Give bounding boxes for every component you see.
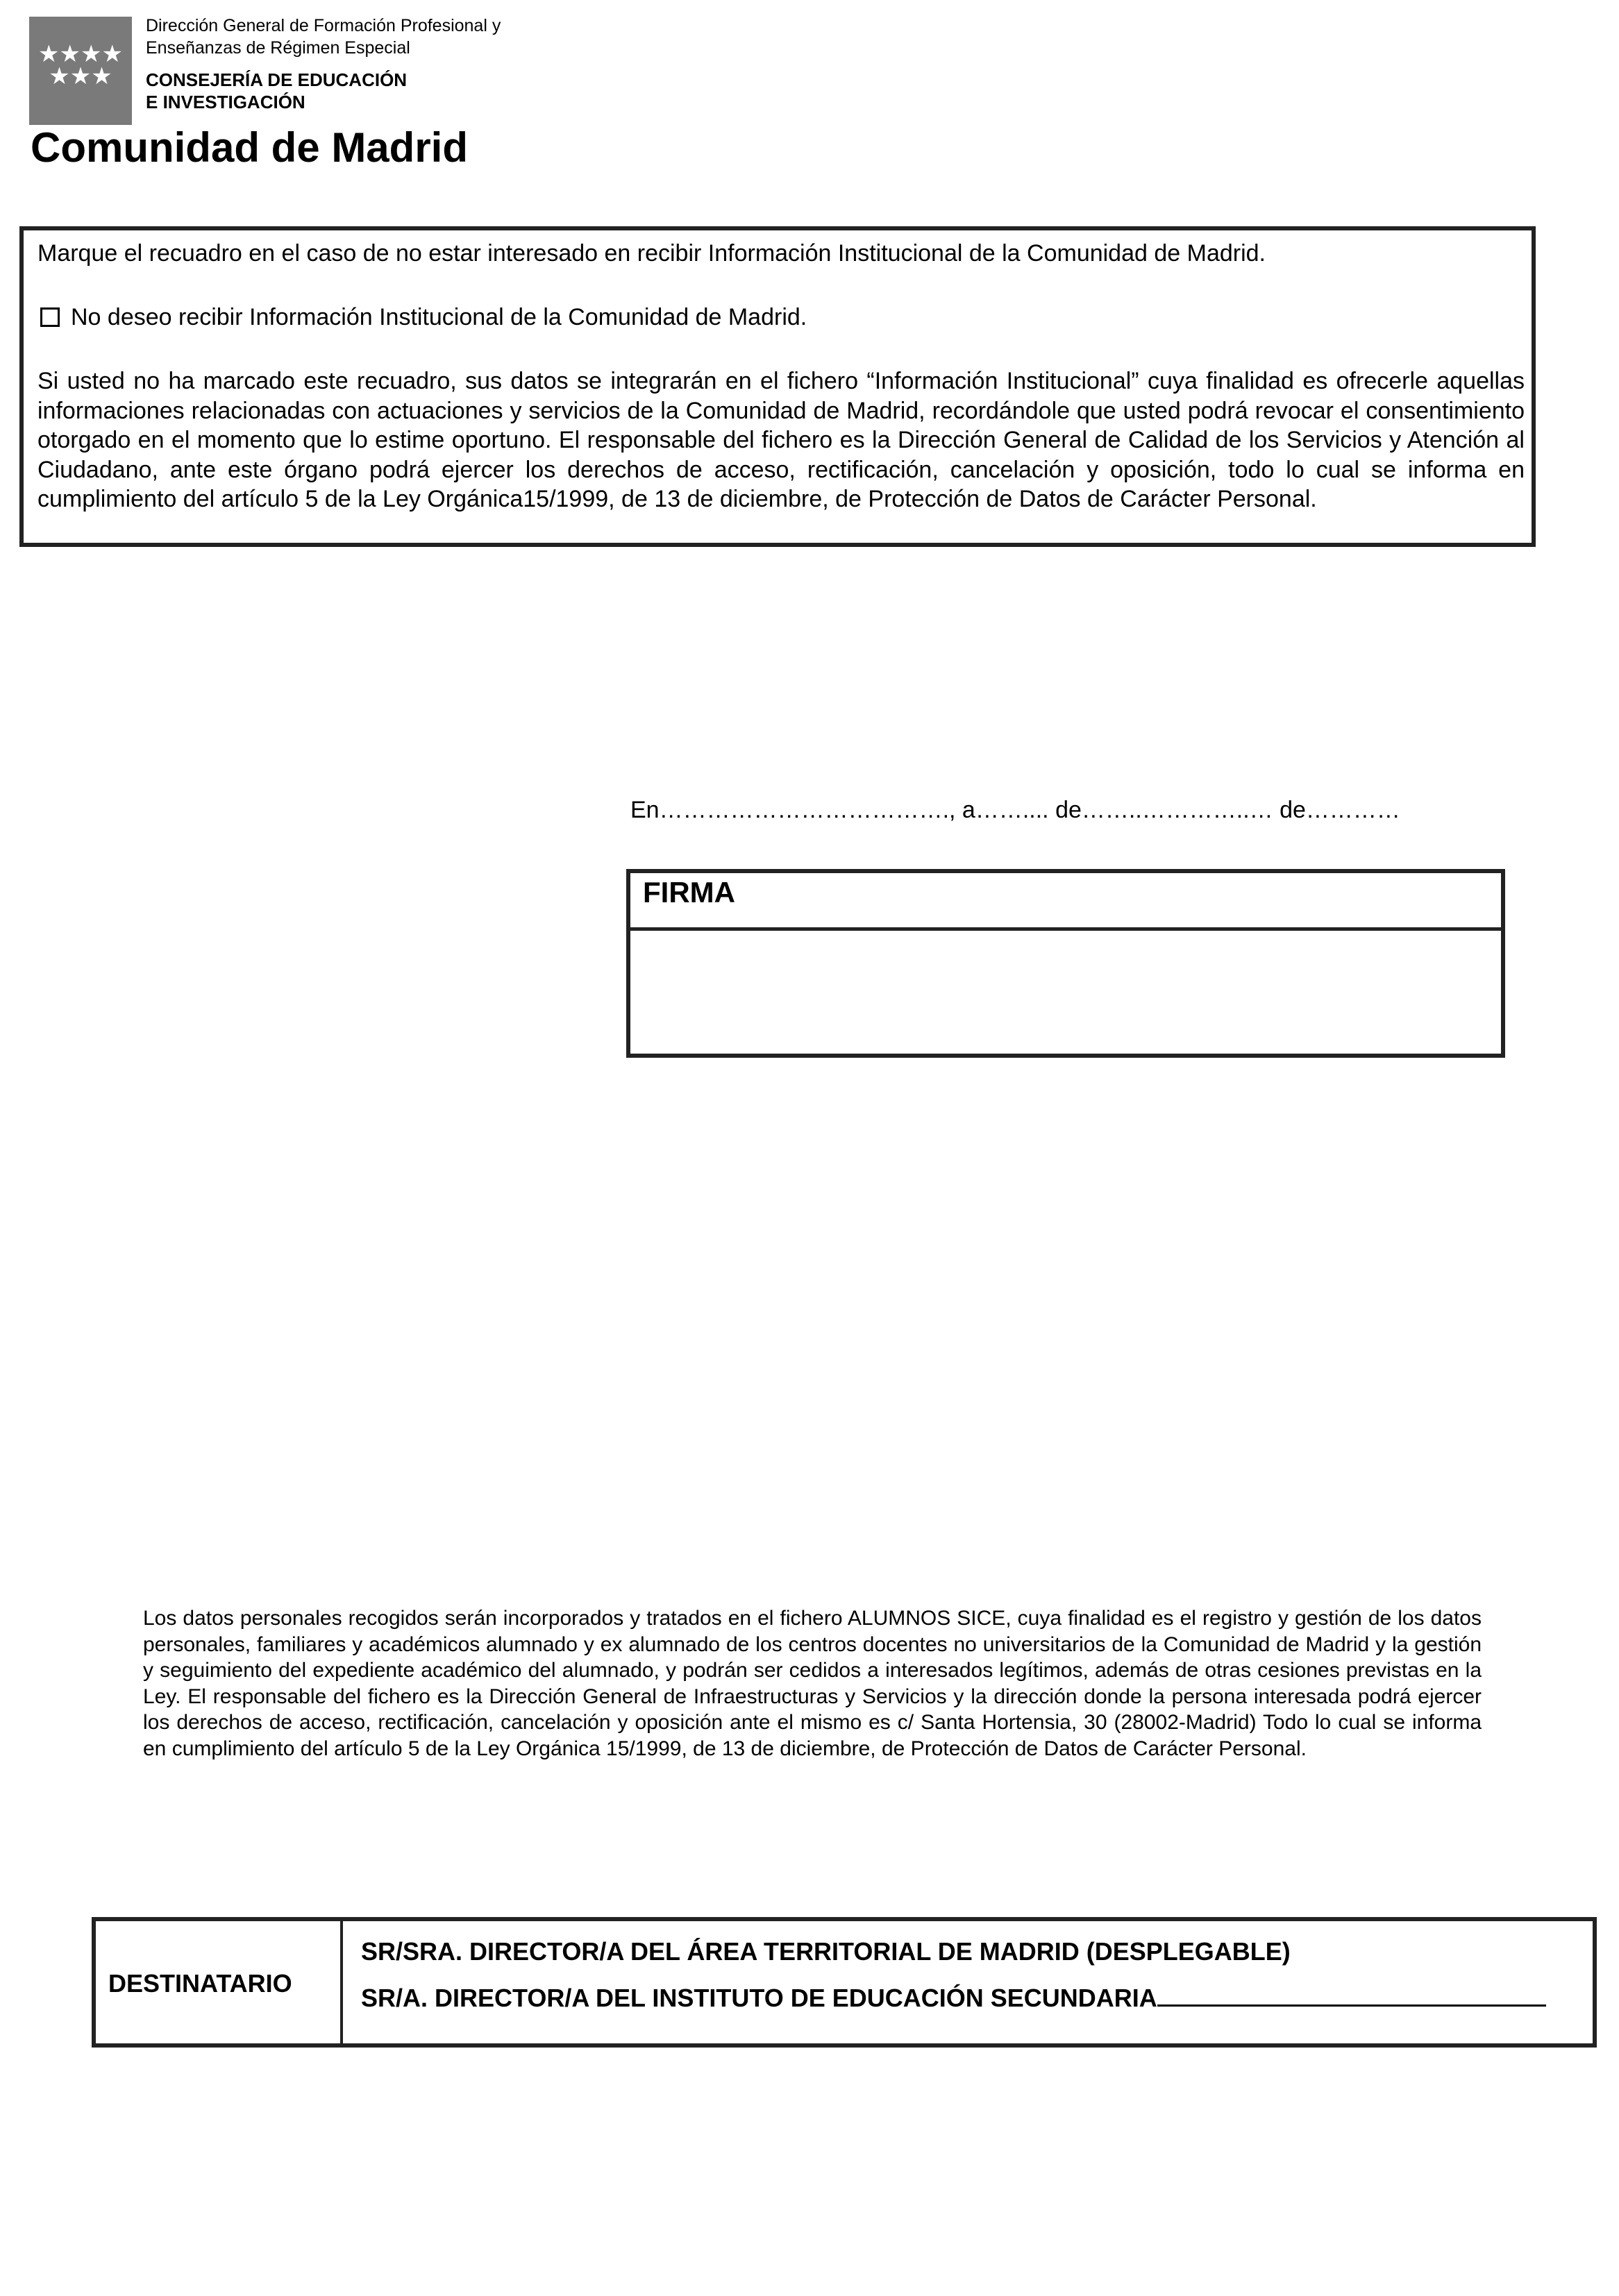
stars-icon: ★★★★ ★★★	[38, 40, 123, 90]
destinatario-option-instituto-label: SR/A. DIRECTOR/A DEL INSTITUTO DE EDUCACIÓN SECUNDARIA	[361, 1984, 1157, 2012]
madrid-logo	[29, 17, 132, 125]
signature-label: FIRMA	[643, 876, 735, 909]
destinatario-option-instituto[interactable]	[361, 1983, 1546, 2014]
header-line3: CONSEJERÍA DE EDUCACIÓN	[146, 69, 408, 90]
signature-box[interactable]	[626, 869, 1505, 1058]
opt-out-checkbox[interactable]	[40, 307, 60, 327]
opt-out-label: No deseo recibir Información Institucional de la Comunidad de Madrid.	[71, 304, 807, 330]
brand-title: Comunidad de Madrid	[31, 124, 468, 171]
opt-out-row	[37, 303, 807, 332]
destinatario-divider	[340, 1917, 343, 2048]
signature-divider	[626, 927, 1505, 931]
header-line1: Dirección General de Formación Profesional y	[146, 16, 501, 35]
destinatario-option-area[interactable]: SR/SRA. DIRECTOR/A DEL ÁREA TERRITORIAL DE MADRID (DESPLEGABLE)	[361, 1937, 1291, 1966]
destinatario-label: DESTINATARIO	[108, 1969, 292, 1998]
privacy-notice: Los datos personales recogidos serán incorporados y tratados en el fichero ALUMNOS SICE, cuya finalidad es el registro y gestión de los datos personales, familiares y académicos alumnado y ex alumnado de los centros docentes no universitarios de la Comunidad de Madrid y la gestión y seguimiento del expediente académico del alumnado, y podrán ser cedidos a interesados legítimos, además de otras cesiones previstas en la Ley. El responsable del fichero es la Dirección General de Infraestructuras y Servicios y la dirección donde la persona interesada podrá ejercer los derechos de acceso, rectificación, cancelación y oposición ante el mismo es c/ Santa Hortensia, 30 (28002-Madrid) Todo lo cual se informa en cumplimiento del artículo 5 de la Ley Orgánica 15/1999, de 13 de diciembre, de Protección de Datos de Carácter Personal.	[143, 1607, 1482, 1760]
info-instruction: Marque el recuadro en el caso de no estar interesado en recibir Información Institucional de la Comunidad de Madrid.	[37, 240, 1266, 267]
date-line[interactable]: En………………………………., a…….... de……..…………..… de…………	[630, 797, 1400, 823]
info-paragraph: Si usted no ha marcado este recuadro, sus datos se integrarán en el fichero “Información Institucional” cuya finalidad es ofrecerle aquellas informaciones relacionadas con actuaciones y servicios de la Comunidad de Madrid, recordándole que usted podrá revocar el consentimiento otorgado en el momento que lo estime oportuno. El responsable del fichero es la Dirección General de Calidad de los Servicios y Atención al Ciudadano, ante este órgano podrá ejercer los derechos de acceso, rectificación, cancelación y oposición, todo lo cual se informa en cumplimiento del artículo 5 de la Ley Orgánica15/1999, de 13 de diciembre, de Protección de Datos de Carácter Personal.	[37, 368, 1525, 512]
header-line4: E INVESTIGACIÓN	[146, 92, 305, 112]
header-line2: Enseñanzas de Régimen Especial	[146, 38, 410, 58]
instituto-name-field[interactable]	[1157, 1984, 1546, 2007]
